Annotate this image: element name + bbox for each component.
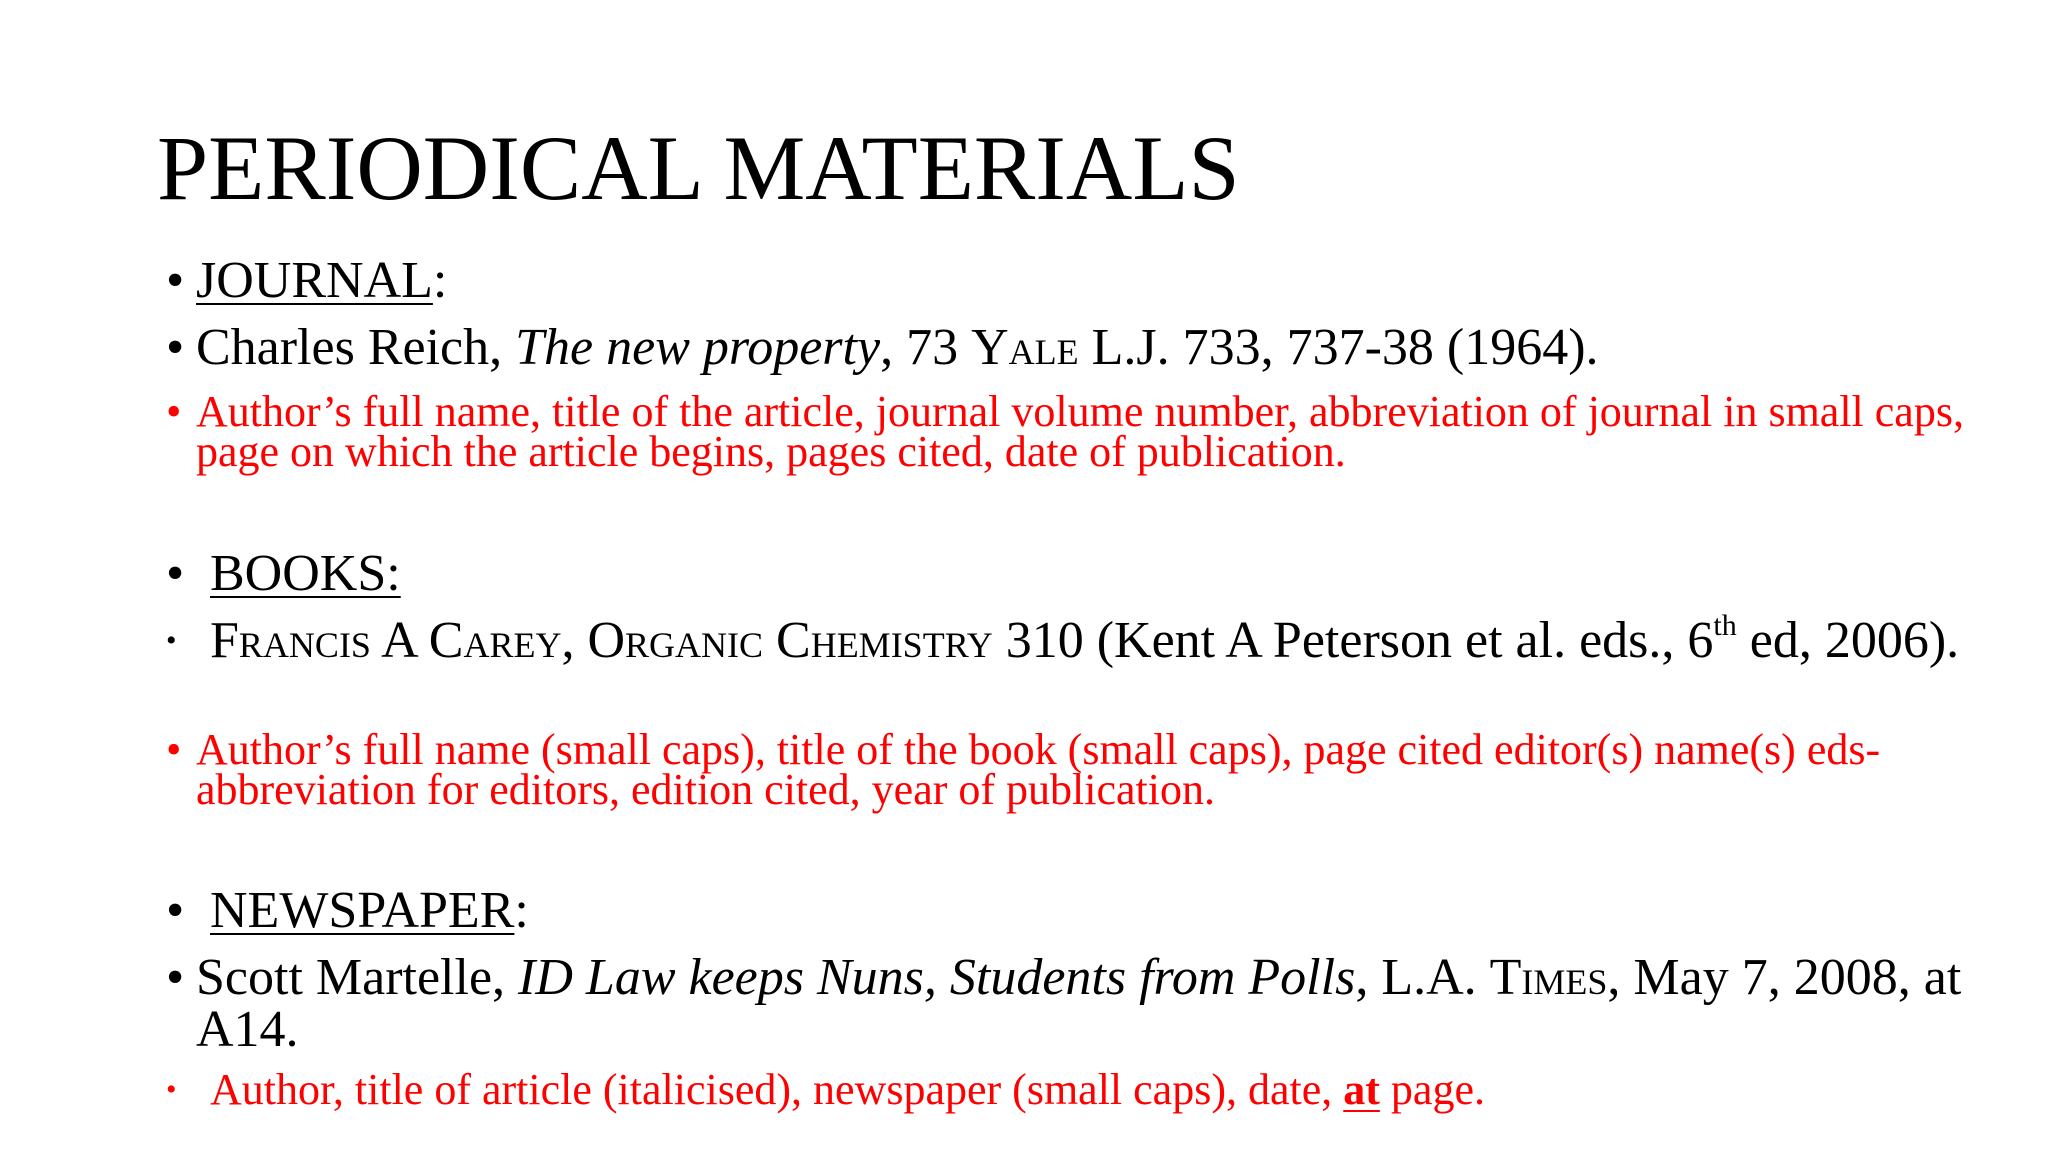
bullet-icon: • (166, 319, 185, 376)
journal-pages: L.J. 733, 737-38 (1964). (1078, 319, 1599, 376)
newspaper-author: Scott Martelle, (196, 949, 519, 1006)
newspaper-description (166, 1065, 1966, 1114)
newspaper-city: , L.A. (1355, 949, 1490, 1006)
journal-author: Charles Reich, (196, 319, 516, 376)
books-title: Organic Chemistry (587, 612, 993, 669)
newspaper-description-end: page. (1379, 1065, 1485, 1114)
books-details: 310 (Kent A Peterson et al. eds., 6 (992, 612, 1714, 669)
newspaper-date-page: , May 7, 2008, at A14. (196, 949, 1962, 1058)
journal-heading (166, 252, 1966, 309)
bullet-icon: • (166, 545, 185, 602)
journal-heading-colon: : (432, 252, 448, 309)
bullet-icon: • (166, 252, 185, 309)
journal-citation (166, 319, 1966, 376)
journal-name: Yale (971, 319, 1079, 376)
bullet-icon: • (166, 725, 182, 774)
journal-heading-label: JOURNAL (196, 252, 433, 309)
journal-description-text: Author’s full name, title of the article, journal volume number, abbreviation of journal in small caps, page on which the article begins, pages cited, date of publication. (196, 387, 1964, 476)
newspaper-citation (166, 949, 1966, 1058)
books-author: Francis A Carey (210, 612, 562, 669)
bullet-icon: • (166, 1073, 177, 1106)
journal-article-title: The new property (515, 319, 881, 376)
bullet-icon: • (166, 882, 185, 939)
books-heading-label: BOOKS: (210, 545, 401, 602)
newspaper-description-at: at (1343, 1065, 1380, 1114)
newspaper-heading-colon: : (514, 882, 529, 939)
books-comma: , (561, 612, 588, 669)
bullet-icon: • (166, 387, 182, 436)
page-title: PERIODICAL MATERIALS (157, 117, 1240, 219)
books-citation (166, 609, 1966, 669)
journal-volume: , 73 (880, 319, 972, 376)
journal-description (166, 387, 1966, 476)
books-edition-sup: th (1713, 609, 1737, 642)
books-description-text: Author’s full name (small caps), title of the book (small caps), page cited editor(s) name(s) eds- abbreviation for editors, edition cited, year of publication. (196, 725, 1881, 814)
newspaper-name: Times (1489, 949, 1608, 1006)
bullet-icon: • (166, 624, 177, 657)
books-description (166, 725, 1966, 814)
books-heading (166, 545, 1966, 602)
newspaper-description-text: Author, title of article (italicised), newspaper (small caps), date, (210, 1065, 1344, 1114)
newspaper-heading-label: NEWSPAPER (210, 882, 515, 939)
books-end: ed, 2006). (1736, 612, 1960, 669)
bullet-icon: • (166, 949, 185, 1006)
newspaper-heading (166, 882, 1966, 939)
newspaper-article-title: ID Law keeps Nuns, Students from Polls (518, 949, 1356, 1006)
